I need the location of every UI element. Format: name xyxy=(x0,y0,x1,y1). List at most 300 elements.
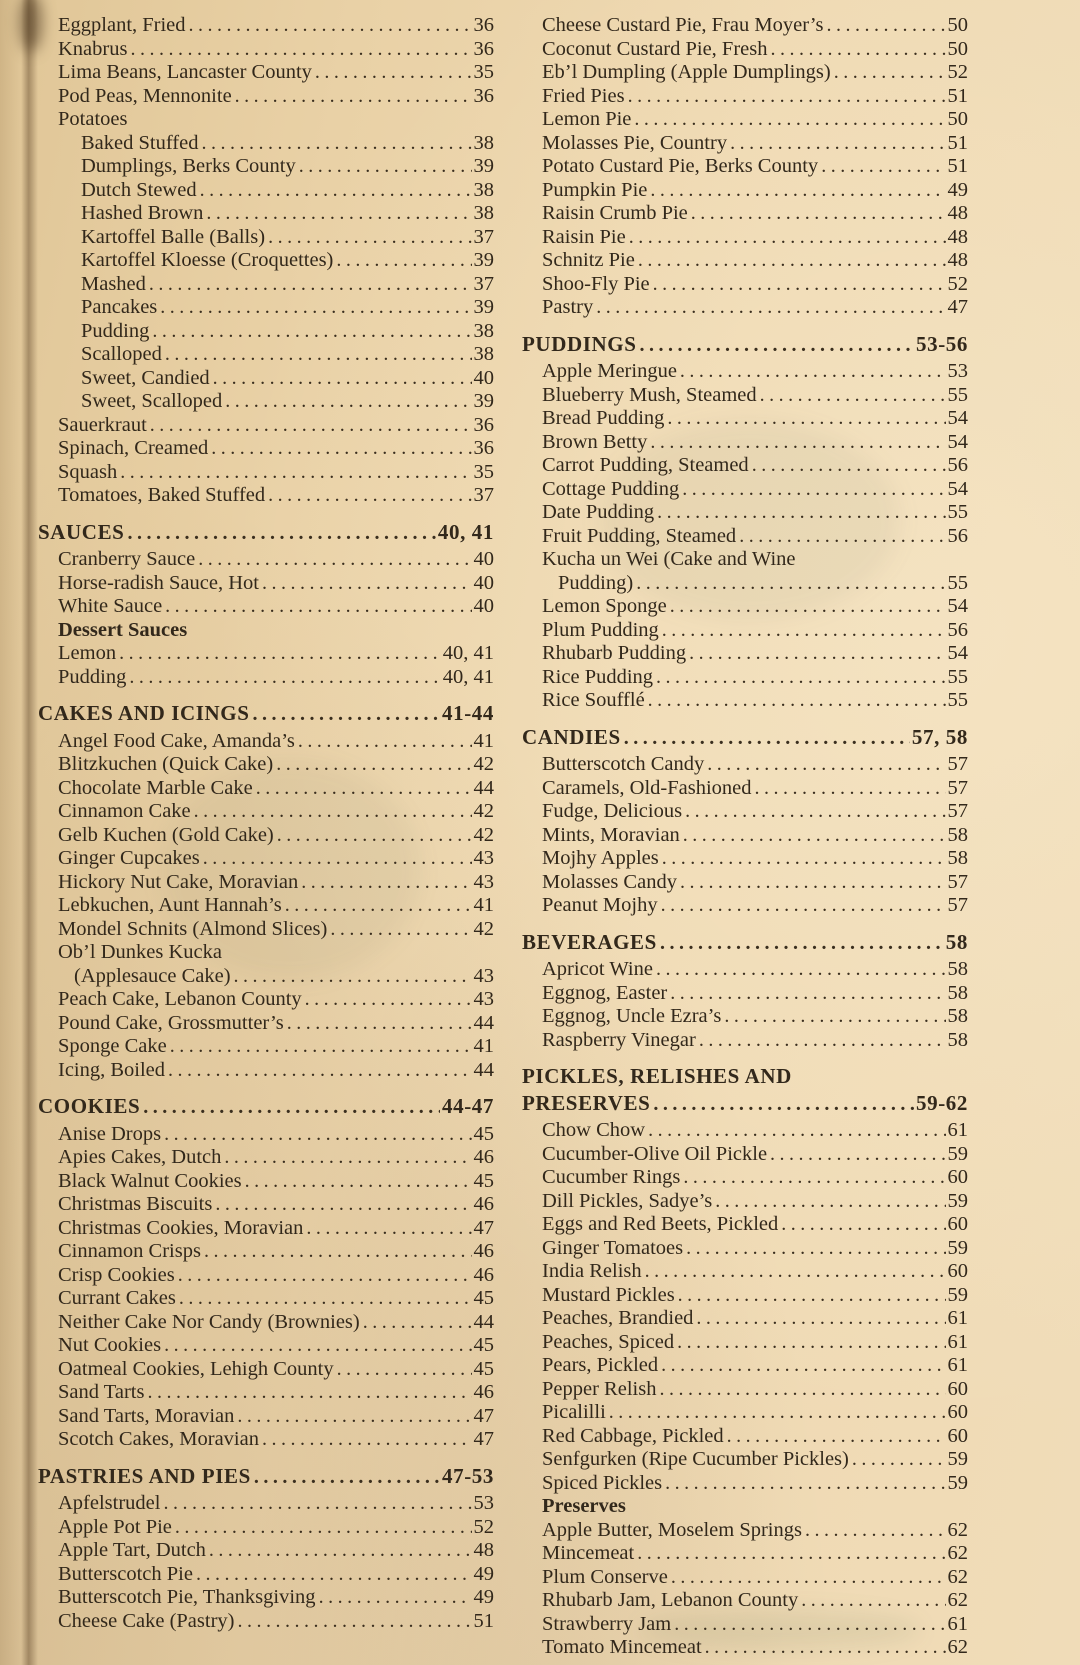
entry-page-number: 59 xyxy=(947,1448,968,1470)
dot-leader xyxy=(252,702,440,727)
entry-page-number: 54 xyxy=(947,407,968,429)
section-title: CAKES AND ICINGS xyxy=(38,701,250,725)
entry-text: Sand Tarts, Moravian xyxy=(58,1404,235,1427)
entry-page-number: 36 xyxy=(473,14,494,36)
section-title: BEVERAGES xyxy=(522,929,657,954)
dot-leader xyxy=(683,824,946,848)
entry-page-number: 50 xyxy=(947,14,968,36)
index-entry xyxy=(522,1237,968,1261)
entry-page-number: 59 xyxy=(947,1189,968,1212)
dot-leader xyxy=(805,1519,946,1543)
index-entry xyxy=(38,1334,494,1358)
index-entry xyxy=(38,1358,494,1382)
dot-leader xyxy=(130,38,471,62)
index-entry xyxy=(522,1401,968,1425)
entry-page-number: 59 xyxy=(947,1283,968,1306)
entry-text: Sauerkraut xyxy=(58,413,147,436)
entry-text: Currant Cakes xyxy=(58,1287,176,1309)
dot-leader xyxy=(801,1589,945,1613)
index-entry xyxy=(38,753,494,777)
index-entry xyxy=(38,1516,494,1540)
dot-leader xyxy=(129,666,440,690)
index-entry xyxy=(522,14,968,38)
entry-text: Lemon Pie xyxy=(542,108,632,130)
entry-text: Knabrus xyxy=(58,37,128,60)
dot-leader xyxy=(152,320,471,344)
dot-leader xyxy=(178,1264,472,1288)
entry-page-number: 60 xyxy=(947,1213,968,1235)
entry-page-number: 37 xyxy=(473,272,494,295)
index-entry xyxy=(522,1213,968,1237)
index-entry xyxy=(522,1166,968,1190)
dot-leader xyxy=(691,202,946,226)
dot-leader xyxy=(650,179,945,203)
entry-text: Lemon xyxy=(58,642,117,664)
index-entry xyxy=(522,666,968,690)
index-section-cakes-and-icings xyxy=(38,702,494,1082)
entry-page-number: 62 xyxy=(947,1542,968,1564)
dot-leader xyxy=(120,461,471,485)
dot-leader xyxy=(677,1331,945,1355)
entry-text: Cheese Custard Pie, Frau Moyer’s xyxy=(542,14,824,36)
index-entry xyxy=(38,226,494,250)
dot-leader xyxy=(319,1586,472,1610)
index-entry xyxy=(38,108,494,132)
entry-page-number: 39 xyxy=(473,155,494,177)
entry-text: Cucumber Rings xyxy=(542,1166,681,1188)
index-entry xyxy=(38,85,494,109)
entry-page-number: 40 xyxy=(473,366,494,389)
entry-text: Peaches, Brandied xyxy=(542,1307,694,1329)
entry-page-number: 58 xyxy=(947,847,968,869)
entry-page-number: 57 xyxy=(947,776,968,799)
index-entry xyxy=(38,179,494,203)
entry-text: Eggnog, Uncle Ezra’s xyxy=(542,1005,722,1027)
index-entry xyxy=(522,1378,968,1402)
entry-text: Brown Betty xyxy=(542,430,648,453)
entry-text: Caramels, Old-Fashioned xyxy=(542,776,752,799)
index-entry xyxy=(522,1354,968,1378)
entry-text: Oatmeal Cookies, Lehigh County xyxy=(58,1357,334,1380)
section-heading-row xyxy=(522,1065,968,1089)
entry-text: Apple Meringue xyxy=(542,360,677,382)
entry-page-number: 36 xyxy=(473,37,494,60)
entry-page-number: 48 xyxy=(947,202,968,224)
dot-leader xyxy=(682,478,945,502)
entry-text: Pudding xyxy=(81,319,150,342)
index-entry xyxy=(522,226,968,250)
entry-text: Butterscotch Pie, Thanksgiving xyxy=(58,1586,316,1608)
entry-page-number: 54 xyxy=(947,430,968,453)
index-entry xyxy=(522,360,968,384)
dot-leader xyxy=(175,1516,472,1540)
entry-text: Tomato Mincemeat xyxy=(542,1636,702,1658)
entry-page-number: 45 xyxy=(473,1169,494,1192)
entry-page-number: 58 xyxy=(947,823,968,846)
entry-page-number: 57 xyxy=(947,753,968,775)
index-section-beverages xyxy=(522,931,968,1053)
dot-leader xyxy=(781,1213,945,1237)
entry-text: Mints, Moravian xyxy=(542,823,680,846)
entry-text: Ob’l Dunkes Kucka xyxy=(58,941,222,963)
entry-text: Lemon Sponge xyxy=(542,595,667,617)
index-entry xyxy=(38,132,494,156)
entry-page-number: 61 xyxy=(947,1307,968,1329)
entry-text: Raisin Pie xyxy=(542,225,626,248)
index-entry xyxy=(38,1217,494,1241)
entry-text: Cheese Cake (Pastry) xyxy=(58,1609,235,1632)
entry-page-number: 51 xyxy=(947,155,968,177)
entry-page-number: 57 xyxy=(947,894,968,916)
entry-page-number: 46 xyxy=(473,1193,494,1215)
dot-leader xyxy=(165,595,471,619)
index-section-pastries-and-pies xyxy=(38,1465,494,1634)
dot-leader xyxy=(705,1636,946,1660)
dot-leader xyxy=(656,666,945,690)
dot-leader xyxy=(194,800,472,824)
section-heading-row xyxy=(38,1465,494,1490)
entry-text: Potato Custard Pie, Berks County xyxy=(542,155,819,177)
entry-text: Dutch Stewed xyxy=(81,178,197,201)
index-entry xyxy=(38,437,494,461)
entry-page-number: 54 xyxy=(947,595,968,617)
dot-leader xyxy=(634,108,945,132)
entry-text: Strawberry Jam xyxy=(542,1612,672,1635)
dot-leader xyxy=(659,1378,945,1402)
dot-leader xyxy=(645,1260,946,1284)
entry-page-number: 44 xyxy=(473,1011,494,1034)
entry-page-number: 37 xyxy=(473,225,494,248)
entry-page-number: 44 xyxy=(473,1310,494,1333)
entry-text: Angel Food Cake, Amanda’s xyxy=(58,729,295,752)
dot-leader xyxy=(149,273,472,297)
entry-page-number: 61 xyxy=(947,1330,968,1353)
entry-text: Shoo-Fly Pie xyxy=(542,272,650,295)
entry-page-number: 55 xyxy=(947,571,968,594)
entry-text: Rhubarb Pudding xyxy=(542,642,687,664)
index-entry xyxy=(522,595,968,619)
index-entry xyxy=(38,1311,494,1335)
entry-text: Spiced Pickles xyxy=(542,1471,663,1494)
dot-leader xyxy=(662,847,946,871)
entry-text: Black Walnut Cookies xyxy=(58,1169,242,1192)
entry-text: Mustard Pickles xyxy=(542,1283,675,1306)
dot-leader xyxy=(680,871,946,895)
entry-page-number: 39 xyxy=(473,296,494,318)
dot-leader xyxy=(821,155,945,179)
index-entry xyxy=(38,38,494,62)
dot-leader xyxy=(168,1059,471,1083)
section-page-range: 59-62 xyxy=(916,1090,968,1115)
entry-text: Rice Soufflé xyxy=(542,689,645,711)
index-entry xyxy=(522,894,968,918)
entry-page-number: 54 xyxy=(947,642,968,664)
entry-text: Sand Tarts xyxy=(58,1381,145,1403)
dot-leader xyxy=(160,296,471,320)
entry-text: Mincemeat xyxy=(542,1542,635,1564)
dot-leader xyxy=(653,273,946,297)
entry-text: Anise Drops xyxy=(58,1122,162,1145)
entry-text: Molasses Candy xyxy=(542,870,677,893)
entry-text: Plum Conserve xyxy=(542,1565,668,1588)
dot-leader xyxy=(755,777,946,801)
entry-text: Gelb Kuchen (Gold Cake) xyxy=(58,823,274,846)
index-entry xyxy=(522,155,968,179)
entry-page-number: 62 xyxy=(947,1565,968,1588)
entry-page-number: 61 xyxy=(947,1354,968,1376)
entry-page-number: 44 xyxy=(473,1058,494,1081)
entry-page-number: 38 xyxy=(473,343,494,365)
dot-leader xyxy=(254,1465,440,1490)
entry-text: Pod Peas, Mennonite xyxy=(58,84,232,107)
entry-text: Christmas Cookies, Moravian xyxy=(58,1216,304,1239)
entry-page-number: 62 xyxy=(947,1518,968,1541)
entry-text: Apies Cakes, Dutch xyxy=(58,1146,222,1168)
index-entry xyxy=(38,484,494,508)
dot-leader xyxy=(771,38,946,62)
entry-page-number: 35 xyxy=(473,61,494,83)
entry-text: Pastry xyxy=(542,296,594,318)
entry-page-number: 44 xyxy=(473,776,494,799)
dot-leader xyxy=(667,407,945,431)
dot-leader xyxy=(215,1193,471,1217)
index-entry xyxy=(38,1146,494,1170)
section-heading-row xyxy=(38,521,494,546)
dot-leader xyxy=(234,965,472,989)
entry-page-number: 41 xyxy=(473,1035,494,1057)
entry-text: Hashed Brown xyxy=(81,202,204,224)
dot-leader xyxy=(727,1425,946,1449)
entry-page-number: 51 xyxy=(947,84,968,107)
section-page-range: 57, 58 xyxy=(911,724,968,749)
index-entry xyxy=(38,367,494,391)
index-entry xyxy=(38,1123,494,1147)
dot-leader xyxy=(336,249,471,273)
entry-text: Eggs and Red Beets, Pickled xyxy=(542,1213,779,1235)
index-entry xyxy=(522,1331,968,1355)
section-heading-row xyxy=(522,1092,968,1117)
entry-page-number: 40, 41 xyxy=(442,665,494,688)
dot-leader xyxy=(662,619,946,643)
index-entry xyxy=(38,1539,494,1563)
dot-leader xyxy=(127,521,435,546)
entry-text: Blitzkuchen (Quick Cake) xyxy=(58,753,274,775)
entry-page-number: 53 xyxy=(947,360,968,382)
entry-page-number: 38 xyxy=(473,202,494,224)
dot-leader xyxy=(638,249,946,273)
entry-text: White Sauce xyxy=(58,595,163,617)
index-entry xyxy=(38,414,494,438)
index-entry xyxy=(522,753,968,777)
dot-leader xyxy=(164,1123,471,1147)
entry-page-number: 37 xyxy=(473,484,494,506)
entry-page-number: 47 xyxy=(473,1404,494,1427)
entry-page-number: 48 xyxy=(473,1539,494,1561)
entry-text: Eggplant, Fried xyxy=(58,14,186,36)
index-entry xyxy=(522,1307,968,1331)
index-entry xyxy=(38,1035,494,1059)
index-entry xyxy=(522,407,968,431)
index-entry xyxy=(522,1566,968,1590)
dot-leader xyxy=(661,1354,945,1378)
index-entry xyxy=(522,384,968,408)
entry-text: Crisp Cookies xyxy=(58,1263,175,1286)
dot-leader xyxy=(363,1311,472,1335)
entry-page-number: 54 xyxy=(947,477,968,500)
entry-text: Raisin Crumb Pie xyxy=(542,202,688,224)
index-section-sauces xyxy=(38,521,494,690)
dot-leader xyxy=(237,1610,471,1634)
entry-text: Tomatoes, Baked Stuffed xyxy=(58,484,266,506)
entry-text: Squash xyxy=(58,460,118,483)
entry-page-number: 57 xyxy=(947,800,968,822)
entry-text: Rhubarb Jam, Lebanon County xyxy=(542,1589,799,1611)
entry-text: Pumpkin Pie xyxy=(542,178,648,201)
section-page-range: 40, 41 xyxy=(437,519,494,544)
entry-page-number: 45 xyxy=(473,1287,494,1309)
index-entry xyxy=(38,572,494,596)
dot-leader xyxy=(730,132,945,156)
entry-page-number: 36 xyxy=(473,437,494,459)
dot-leader xyxy=(224,1146,471,1170)
index-entry xyxy=(522,61,968,85)
index-entry xyxy=(38,155,494,179)
dot-leader xyxy=(670,595,946,619)
entry-text: Mojhy Apples xyxy=(542,847,659,869)
entry-page-number: 59 xyxy=(947,1471,968,1494)
entry-text: Sweet, Scalloped xyxy=(81,390,223,412)
entry-text: Mondel Schnits (Almond Slices) xyxy=(58,917,328,940)
index-entry xyxy=(38,918,494,942)
entry-text: Pudding xyxy=(58,665,127,688)
dot-leader xyxy=(852,1448,946,1472)
index-entry xyxy=(522,249,968,273)
entry-page-number: 38 xyxy=(473,131,494,154)
dot-leader xyxy=(268,484,471,508)
entry-page-number: 58 xyxy=(947,1028,968,1051)
section-page-range: 44-47 xyxy=(442,1094,494,1118)
entry-text: Apple Butter, Moselem Springs xyxy=(542,1518,802,1541)
dot-leader xyxy=(235,85,472,109)
index-entry xyxy=(522,202,968,226)
index-entry xyxy=(522,108,968,132)
index-entry xyxy=(38,1586,494,1610)
entry-page-number: 41 xyxy=(473,729,494,752)
dot-leader xyxy=(629,226,946,250)
index-entry xyxy=(522,1119,968,1143)
dot-leader xyxy=(686,1237,945,1261)
dot-leader xyxy=(752,454,946,478)
dot-leader xyxy=(196,1563,472,1587)
index-entry xyxy=(38,1492,494,1516)
entry-text: (Applesauce Cake) xyxy=(74,964,231,987)
index-entry xyxy=(38,871,494,895)
index-entry xyxy=(522,85,968,109)
dot-leader xyxy=(262,572,472,596)
dot-leader xyxy=(670,982,945,1006)
entry-text: Eb’l Dumpling (Apple Dumplings) xyxy=(542,61,831,83)
dot-leader xyxy=(200,179,472,203)
index-entry xyxy=(38,1287,494,1311)
index-entry xyxy=(38,988,494,1012)
entry-page-number: 46 xyxy=(473,1146,494,1168)
entry-text: Bread Pudding xyxy=(542,407,665,429)
entry-page-number: 40 xyxy=(473,548,494,570)
entry-text: Peaches, Spiced xyxy=(542,1330,675,1353)
dot-leader xyxy=(337,1358,472,1382)
dot-leader xyxy=(628,85,946,109)
index-entry xyxy=(522,525,968,549)
entry-page-number: 42 xyxy=(473,823,494,846)
entry-text: Dessert Sauces xyxy=(58,618,188,641)
dot-leader xyxy=(170,1035,472,1059)
entry-page-number: 46 xyxy=(473,1381,494,1403)
dot-leader xyxy=(209,1539,472,1563)
entry-page-number: 38 xyxy=(473,178,494,201)
index-entry xyxy=(38,1170,494,1194)
index-entry xyxy=(522,619,968,643)
index-entry xyxy=(38,1428,494,1452)
entry-text: Peach Cake, Lebanon County xyxy=(58,988,302,1010)
entry-text: Ginger Tomatoes xyxy=(542,1236,684,1259)
dot-leader xyxy=(203,847,472,871)
entry-text: Lima Beans, Lancaster County xyxy=(58,61,312,83)
index-entry xyxy=(522,1636,968,1660)
index-entry xyxy=(522,1260,968,1284)
dot-leader xyxy=(245,1170,472,1194)
entry-page-number: 48 xyxy=(947,225,968,248)
dot-leader xyxy=(760,384,946,408)
entry-text: Eggnog, Easter xyxy=(542,981,668,1004)
entry-page-number: 59 xyxy=(947,1142,968,1165)
entry-page-number: 41 xyxy=(473,894,494,916)
dot-leader xyxy=(179,1287,472,1311)
entry-page-number: 55 xyxy=(947,665,968,688)
index-entry-continuation xyxy=(522,572,968,596)
dot-leader xyxy=(306,1217,471,1241)
dot-leader xyxy=(637,1542,945,1566)
entry-text: Kartoffel Balle (Balls) xyxy=(81,225,266,248)
index-entry xyxy=(522,1284,968,1308)
entry-page-number: 43 xyxy=(473,870,494,893)
entry-page-number: 38 xyxy=(473,319,494,342)
entry-text: Pudding) xyxy=(558,571,634,594)
entry-text: Date Pudding xyxy=(542,501,655,523)
entry-page-number: 58 xyxy=(947,981,968,1004)
entry-page-number: 46 xyxy=(473,1263,494,1286)
dot-leader xyxy=(163,1492,471,1516)
dot-leader xyxy=(315,61,472,85)
dot-leader xyxy=(299,155,472,179)
dot-leader xyxy=(237,1405,471,1429)
entry-text: Dill Pickles, Sadye’s xyxy=(542,1189,713,1212)
index-entry xyxy=(522,431,968,455)
entry-text: Icing, Boiled xyxy=(58,1058,166,1081)
index-entry xyxy=(522,1589,968,1613)
index-entry xyxy=(38,1381,494,1405)
index-entry xyxy=(522,273,968,297)
dot-leader xyxy=(671,1566,946,1590)
section-title: PUDDINGS xyxy=(522,331,637,356)
index-entry xyxy=(522,1005,968,1029)
dot-leader xyxy=(225,390,471,414)
entry-text: Rice Pudding xyxy=(542,665,654,688)
entry-page-number: 48 xyxy=(947,249,968,271)
index-entry xyxy=(522,548,968,572)
entry-text: Scalloped xyxy=(81,343,162,365)
section-heading-row xyxy=(522,931,968,956)
entry-page-number: 56 xyxy=(947,524,968,547)
